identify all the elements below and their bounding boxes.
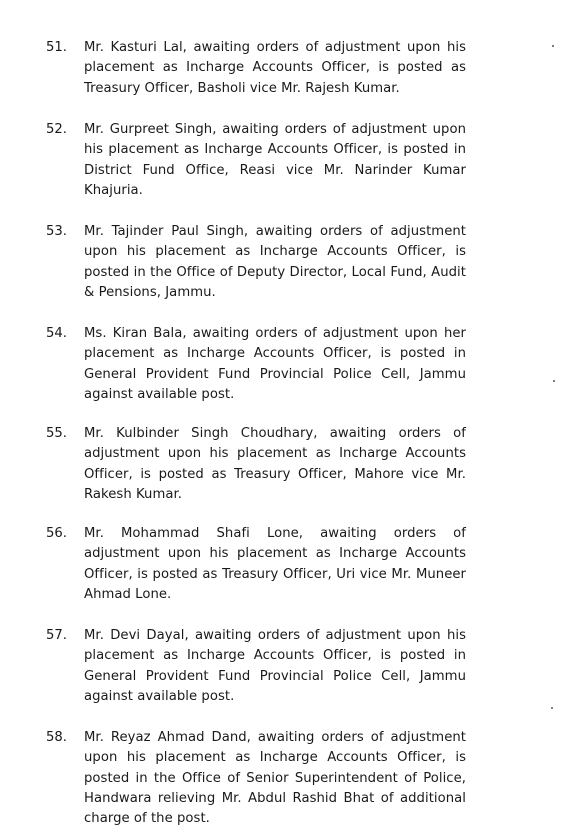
entry-number: 52. [46,122,67,137]
entry-text: Mr. Mohammad Shafi Lone, awaiting orders of adjustment upon his placement as Incharge Accounts Officer, is posted as Treasury Officer, Uri vice Mr. Muneer Ahmad Lone. [84,526,466,602]
scan-speck [551,707,553,709]
entry-text: Mr. Kulbinder Singh Choudhary, awaiting orders of adjustment upon his placement as Incharge Accounts Officer, is posted as Treasury Officer, Mahore vice Mr. Rakesh Kumar. [84,426,466,502]
entry-text: Mr. Reyaz Ahmad Dand, awaiting orders of adjustment upon his placement as Incharge Accounts Officer, is posted in the Office of Senior Superintendent of Police, Handwara relieving Mr. Abdul Rashid Bhat of additional charge of the post. [84,730,466,827]
entry-number: 54. [46,326,67,341]
entry-number: 53. [46,224,67,239]
entry-number: 51. [46,40,67,55]
entry-number: 56. [46,526,67,541]
entry-number: 57. [46,628,67,643]
entry-number: 58. [46,730,67,745]
entry-text: Mr. Kasturi Lal, awaiting orders of adjustment upon his placement as Incharge Accounts Officer, is posted as Treasury Officer, Basholi vice Mr. Rajesh Kumar. [84,40,466,96]
scan-speck [552,45,554,47]
entry-text: Mr. Devi Dayal, awaiting orders of adjustment upon his placement as Incharge Accounts Officer, is posted in General Provident Fund Provincial Police Cell, Jammu against available post. [84,628,466,704]
entry-text: Ms. Kiran Bala, awaiting orders of adjustment upon her placement as Incharge Accounts Officer, is posted in General Provident Fund Provincial Police Cell, Jammu against available post. [84,326,466,402]
entry-text: Mr. Tajinder Paul Singh, awaiting orders of adjustment upon his placement as Incharge Accounts Officer, is posted in the Office of Deputy Director, Local Fund, Audit & Pensions, Jammu. [84,224,466,300]
entry-number: 55. [46,426,67,441]
scan-speck [553,380,555,382]
entry-text: Mr. Gurpreet Singh, awaiting orders of adjustment upon his placement as Incharge Accounts Officer, is posted in District Fund Office, Reasi vice Mr. Narinder Kumar Khajuria. [84,122,466,198]
